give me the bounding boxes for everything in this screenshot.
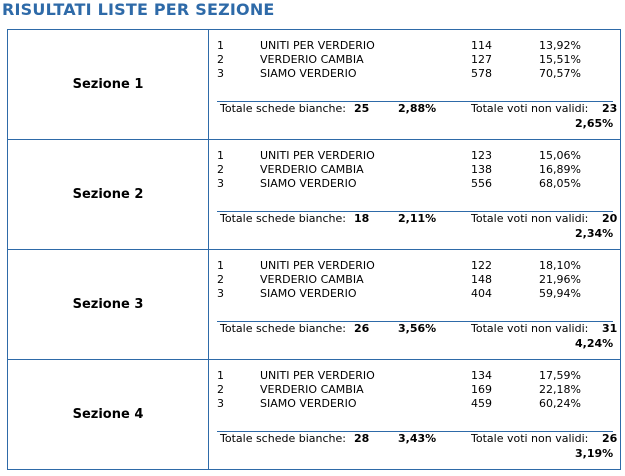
section-label-cell <box>8 250 209 359</box>
list-percent: 21,96% <box>539 273 581 286</box>
list-votes: 148 <box>471 273 492 286</box>
list-votes: 556 <box>471 177 492 190</box>
section-label: Sezione 4 <box>72 407 144 422</box>
blank-ballots-count: 26 <box>354 322 370 335</box>
invalid-votes-count: 26 <box>602 432 618 445</box>
blank-ballots-label: Totale schede bianche: <box>220 432 346 445</box>
list-number: 3 <box>217 177 224 190</box>
list-percent: 18,10% <box>539 259 581 272</box>
blank-ballots-count: 25 <box>354 102 370 115</box>
results-cell <box>209 250 620 359</box>
list-percent: 22,18% <box>539 383 581 396</box>
list-name: UNITI PER VERDERIO <box>260 39 375 52</box>
blank-ballots-count: 28 <box>354 432 370 445</box>
list-number: 2 <box>217 383 224 396</box>
list-percent: 59,94% <box>539 287 581 300</box>
list-result-row <box>209 397 620 411</box>
list-number: 1 <box>217 259 224 272</box>
list-number: 2 <box>217 163 224 176</box>
page-title: RISULTATI LISTE PER SEZIONE <box>2 0 275 19</box>
list-result-row <box>209 177 620 191</box>
list-result-row <box>209 383 620 397</box>
section-row <box>8 250 620 360</box>
blank-ballots-percent: 2,88% <box>398 102 437 115</box>
list-result-row <box>209 149 620 163</box>
invalid-votes-percent: 3,19% <box>575 447 614 460</box>
results-cell <box>209 30 620 139</box>
list-votes: 114 <box>471 39 492 52</box>
list-percent: 60,24% <box>539 397 581 410</box>
list-percent: 15,06% <box>539 149 581 162</box>
list-votes: 138 <box>471 163 492 176</box>
list-name: VERDERIO CAMBIA <box>260 383 364 396</box>
invalid-votes-percent: 4,24% <box>575 337 614 350</box>
blank-ballots-percent: 2,11% <box>398 212 437 225</box>
list-result-row <box>209 53 620 67</box>
invalid-votes-count: 20 <box>602 212 618 225</box>
blank-ballots-count: 18 <box>354 212 370 225</box>
section-label: Sezione 1 <box>72 77 144 92</box>
list-number: 3 <box>217 397 224 410</box>
list-percent: 15,51% <box>539 53 581 66</box>
list-name: VERDERIO CAMBIA <box>260 53 364 66</box>
section-label-cell <box>8 30 209 139</box>
section-row <box>8 140 620 250</box>
list-votes: 134 <box>471 369 492 382</box>
invalid-votes-count: 23 <box>602 102 618 115</box>
list-result-row <box>209 287 620 301</box>
invalid-votes-count: 31 <box>602 322 618 335</box>
list-name: SIAMO VERDERIO <box>260 67 357 80</box>
section-label-cell <box>8 360 209 469</box>
list-number: 1 <box>217 149 224 162</box>
blank-ballots-label: Totale schede bianche: <box>220 322 346 335</box>
list-votes: 122 <box>471 259 492 272</box>
list-number: 1 <box>217 369 224 382</box>
blank-ballots-percent: 3,43% <box>398 432 437 445</box>
list-votes: 459 <box>471 397 492 410</box>
list-name: VERDERIO CAMBIA <box>260 273 364 286</box>
list-number: 2 <box>217 273 224 286</box>
results-cell <box>209 140 620 249</box>
list-result-row <box>209 369 620 383</box>
list-percent: 13,92% <box>539 39 581 52</box>
invalid-votes-percent: 2,34% <box>575 227 614 240</box>
section-label-cell <box>8 140 209 249</box>
results-table <box>7 29 621 470</box>
list-result-row <box>209 259 620 273</box>
list-result-row <box>209 273 620 287</box>
invalid-votes-label: Totale voti non validi: <box>471 322 589 335</box>
list-name: SIAMO VERDERIO <box>260 177 357 190</box>
section-label: Sezione 3 <box>72 297 144 312</box>
list-number: 3 <box>217 287 224 300</box>
blank-ballots-percent: 3,56% <box>398 322 437 335</box>
list-result-row <box>209 163 620 177</box>
list-name: UNITI PER VERDERIO <box>260 369 375 382</box>
invalid-votes-label: Totale voti non validi: <box>471 102 589 115</box>
list-name: UNITI PER VERDERIO <box>260 259 375 272</box>
list-number: 2 <box>217 53 224 66</box>
blank-ballots-label: Totale schede bianche: <box>220 102 346 115</box>
section-row <box>8 30 620 140</box>
list-votes: 169 <box>471 383 492 396</box>
list-percent: 16,89% <box>539 163 581 176</box>
list-number: 3 <box>217 67 224 80</box>
list-name: SIAMO VERDERIO <box>260 397 357 410</box>
list-name: SIAMO VERDERIO <box>260 287 357 300</box>
list-votes: 578 <box>471 67 492 80</box>
list-percent: 17,59% <box>539 369 581 382</box>
list-votes: 123 <box>471 149 492 162</box>
section-row <box>8 360 620 469</box>
results-cell <box>209 360 620 469</box>
list-number: 1 <box>217 39 224 52</box>
invalid-votes-label: Totale voti non validi: <box>471 432 589 445</box>
list-votes: 404 <box>471 287 492 300</box>
list-votes: 127 <box>471 53 492 66</box>
list-result-row <box>209 67 620 81</box>
section-label: Sezione 2 <box>72 187 144 202</box>
list-percent: 68,05% <box>539 177 581 190</box>
blank-ballots-label: Totale schede bianche: <box>220 212 346 225</box>
list-name: UNITI PER VERDERIO <box>260 149 375 162</box>
invalid-votes-label: Totale voti non validi: <box>471 212 589 225</box>
list-result-row <box>209 39 620 53</box>
invalid-votes-percent: 2,65% <box>575 117 614 130</box>
list-percent: 70,57% <box>539 67 581 80</box>
list-name: VERDERIO CAMBIA <box>260 163 364 176</box>
